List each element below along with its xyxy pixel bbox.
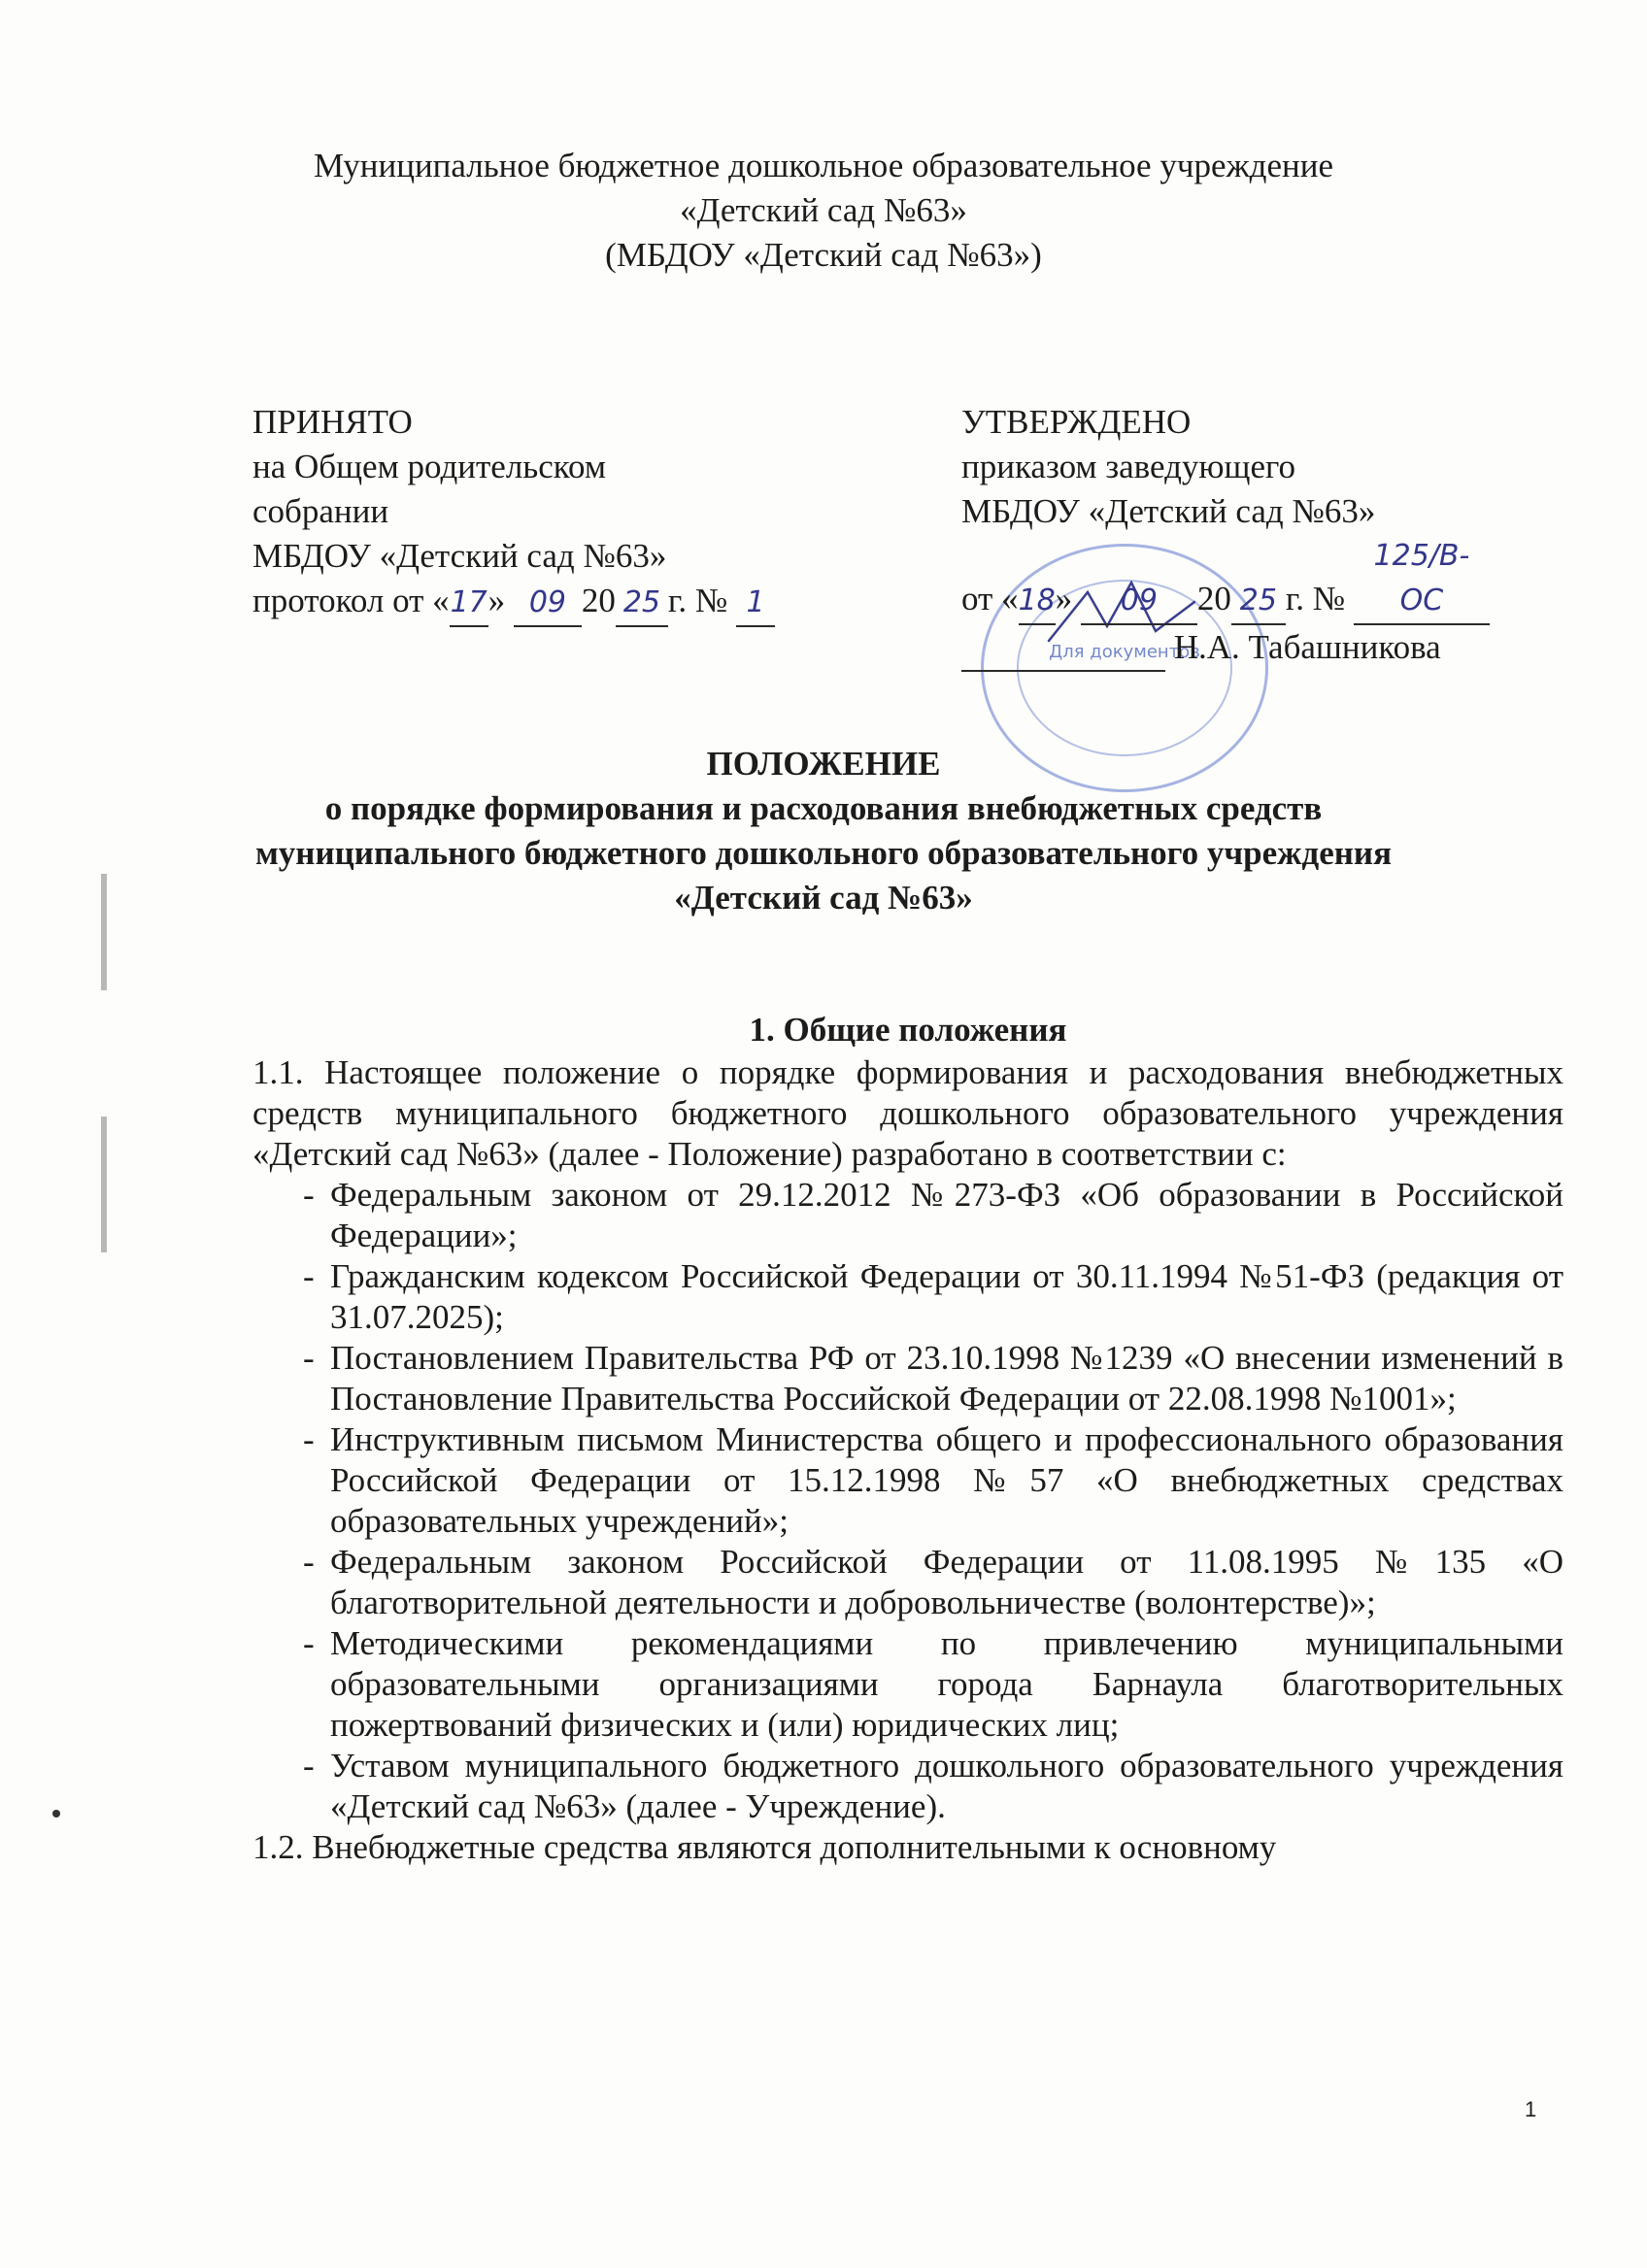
page-number: 1 [1525, 2097, 1537, 2121]
protocol-day: 17 [450, 581, 488, 627]
list-item: - Методическими рекомендациями по привлечению муниципальными образовательными организациями города Барнаула благотворительных пожертвований физических и (или) юридических лиц; [303, 1624, 1563, 1744]
approved-line: МБДОУ «Детский сад №63» [961, 492, 1376, 530]
approved-title: УТВЕРЖДЕНО [961, 403, 1192, 441]
protocol-prefix: протокол от « [252, 582, 450, 619]
approved-block [961, 400, 1490, 672]
order-number-prefix: г. № [1285, 580, 1346, 617]
protocol-number-prefix: г. № [667, 582, 728, 619]
document-title: ПОЛОЖЕНИЕ [706, 745, 941, 783]
paragraph-1-1: 1.1. Настоящее положение о порядке формирования и расходования внебюджетных средств муниципального бюджетного дошкольного образовательного учреждения «Детский сад №63» (далее - Положение) разработано в соответствии с: [252, 1053, 1563, 1173]
signer-name: Н.А. Табашникова [1173, 628, 1441, 666]
order-year-prefix: 20 [1196, 580, 1231, 617]
scan-dot [52, 1810, 60, 1818]
protocol-year-prefix: 20 [581, 582, 616, 619]
approved-line: приказом заведующего [961, 448, 1296, 485]
org-name-line: «Детский сад №63» [680, 191, 967, 229]
accepted-line: МБДОУ «Детский сад №63» [252, 537, 667, 575]
accepted-block [252, 400, 775, 627]
scan-edge-mark [101, 1117, 107, 1252]
signature-line [961, 625, 1490, 672]
list-item: - Федеральным законом от 29.12.2012 №273-ФЗ «Об образовании в Российской Федерации»; [303, 1176, 1563, 1254]
paragraph-1-2: 1.2. Внебюджетные средства являются дополнительными к основному [252, 1828, 1277, 1866]
order-year: 25 [1231, 579, 1286, 625]
accepted-line: собрании [252, 492, 389, 530]
document-subtitle: муниципального бюджетного дошкольного образовательного учреждения [254, 834, 1393, 872]
section-heading: 1. Общие положения [749, 1011, 1067, 1049]
order-number: 125/В-ОС [1354, 534, 1490, 625]
document-subtitle: о порядке формирования и расходования внебюджетных средств [324, 789, 1323, 827]
list-item: - Уставом муниципального бюджетного дошкольного образовательного учреждения «Детский сад №63» (далее - Учреждение). [303, 1747, 1563, 1825]
accepted-title: ПРИНЯТО [252, 403, 413, 441]
protocol-year: 25 [616, 581, 668, 627]
order-month: 09 [1081, 579, 1197, 625]
protocol-separator: » [487, 582, 506, 619]
list-item: - Инструктивным письмом Министерства общего и профессионального образования Российской Федерации от 15.12.1998 №57 «О внебюджетных средствах образовательных учреждений»; [303, 1420, 1563, 1540]
protocol-line [252, 579, 775, 627]
accepted-line: на Общем родительском [252, 448, 607, 485]
organization-header [0, 144, 1647, 278]
list-item: - Гражданским кодексом Российской Федерации от 30.11.1994 №51-ФЗ (редакция от 31.07.2025); [303, 1257, 1563, 1336]
protocol-number: 1 [736, 581, 775, 627]
document-body [252, 1010, 1563, 1868]
document-subtitle: «Детский сад №63» [674, 879, 973, 917]
order-day: 18 [1019, 579, 1056, 625]
org-name-line: Муниципальное бюджетное дошкольное образовательное учреждение [314, 147, 1333, 184]
org-short-name: (МБДОУ «Детский сад №63») [605, 236, 1042, 274]
order-line [961, 534, 1490, 625]
signature-blank [961, 625, 1165, 672]
list-item: - Постановлением Правительства РФ от 23.10.1998 №1239 «О внесении изменений в Постановление Правительства Российской Федерации от 22.08.1998 №1001»; [303, 1339, 1563, 1418]
order-separator: » [1055, 580, 1073, 617]
order-date-prefix: от « [961, 580, 1019, 617]
list-item: - Федеральным законом Российской Федерации от 11.08.1995 №135 «О благотворительной деятельности и добровольничестве (волонтерстве)»; [303, 1543, 1563, 1621]
document-title-block [0, 742, 1647, 920]
protocol-month: 09 [514, 581, 582, 627]
stamp-text: Для документов [1049, 642, 1200, 662]
